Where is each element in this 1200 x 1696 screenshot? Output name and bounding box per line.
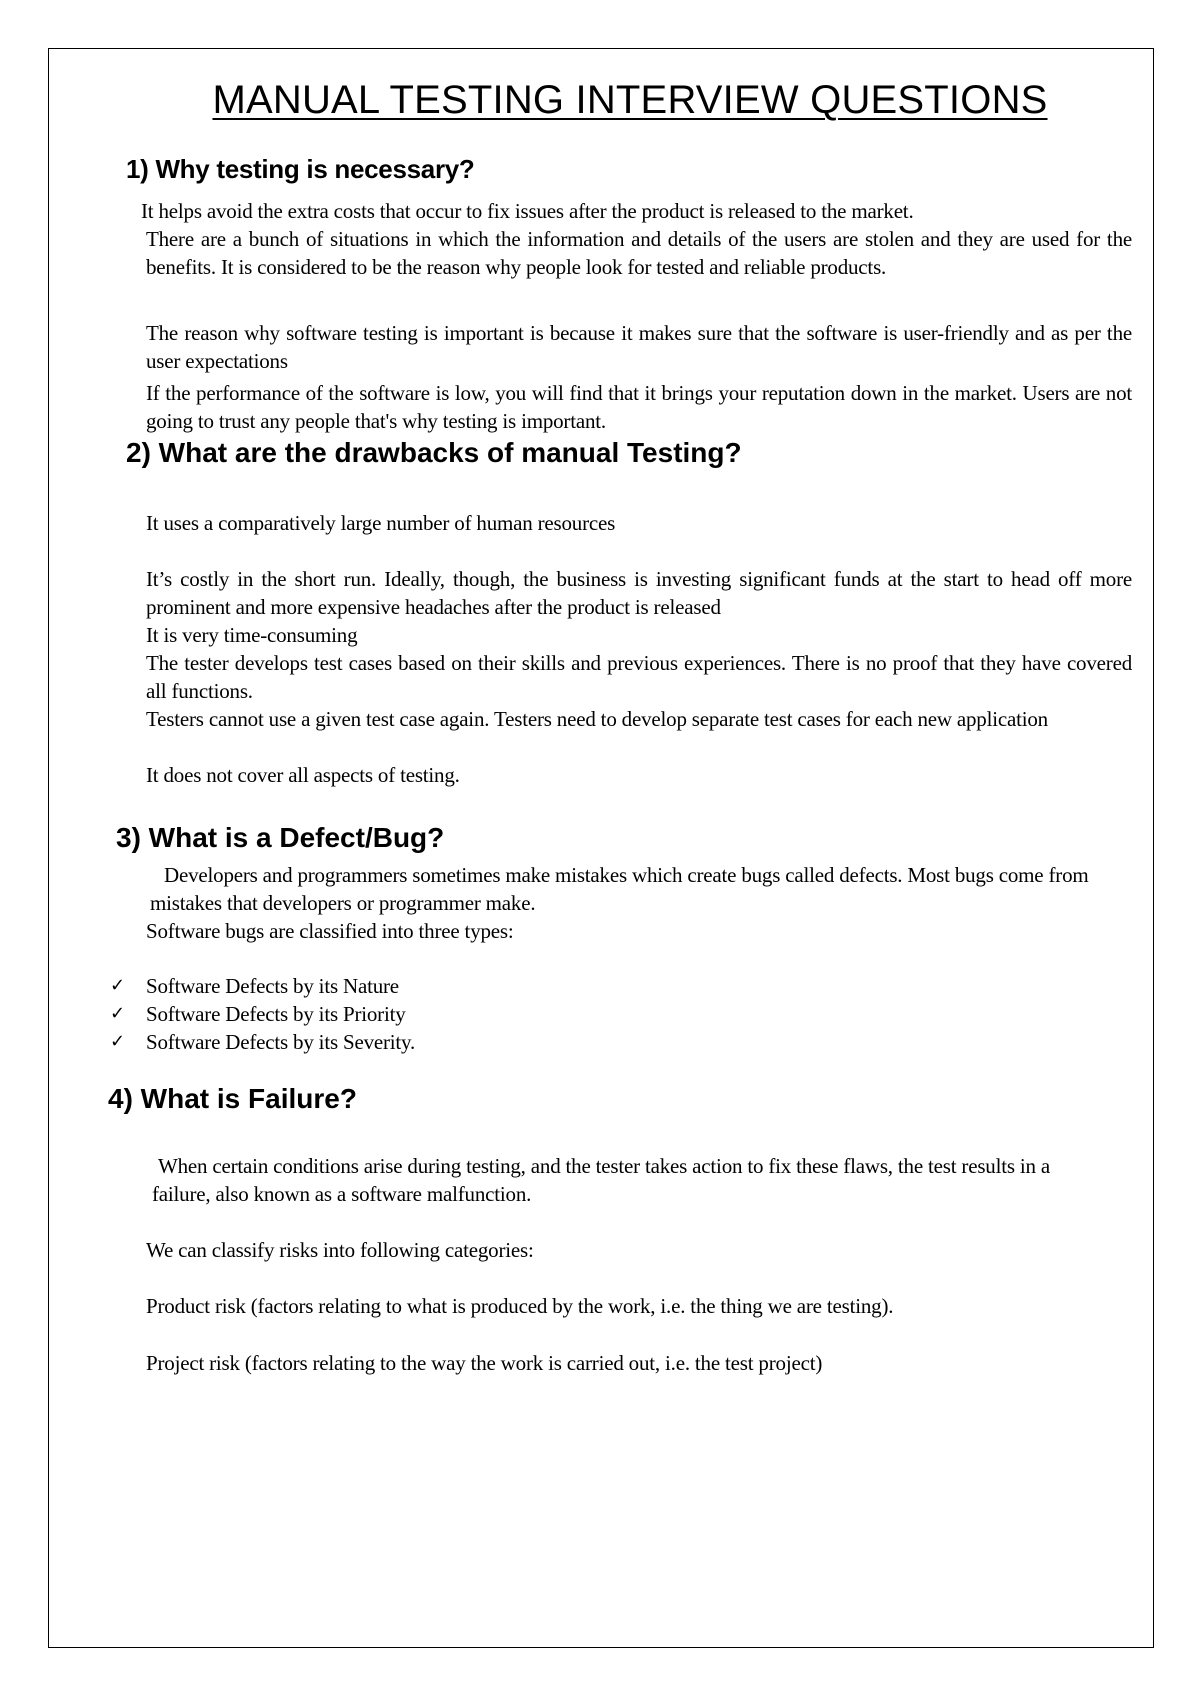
q2-paragraph-2: It’s costly in the short run. Ideally, though, the business is investing significant funds at the start to head off more prominent and more expensive headaches after the product is released [146,567,1132,619]
q4-paragraph-3: Product risk (factors relating to what is produced by the work, i.e. the thing we are testing). [146,1294,894,1318]
question-3-heading: 3) What is a Defect/Bug? [116,822,445,853]
question-4-heading: 4) What is Failure? [108,1083,357,1114]
q1-paragraph-2: There are a bunch of situations in which the information and details of the users are stolen and they are used for the benefits. It is considered to be the reason why people look for tested and reliable products. [146,227,1132,279]
q2-paragraph-1: It uses a comparatively large number of human resources [146,511,616,535]
checkmark-icon: ✓ [110,1031,126,1052]
q2-paragraph-3: It is very time-consuming [146,623,358,647]
q3-paragraph-1: Developers and programmers sometimes make mistakes which create bugs called defects. Most bugs come from mistakes that developers or programmer make. [150,863,1089,915]
q4-paragraph-2: We can classify risks into following categories: [146,1238,534,1262]
q2-paragraph-5: Testers cannot use a given test case again. Testers need to develop separate test cases for each new application [146,707,1048,731]
list-item: Software Defects by its Nature [146,974,399,998]
checkmark-icon: ✓ [110,1003,126,1024]
q4-paragraph-1: When certain conditions arise during testing, and the tester takes action to fix these flaws, the test results in a failure, also known as a software malfunction. [152,1154,1050,1206]
list-item: Software Defects by its Priority [146,1002,406,1026]
q1-paragraph-1: It helps avoid the extra costs that occur to fix issues after the product is released to the market. [141,199,914,223]
list-item: Software Defects by its Severity. [146,1030,416,1054]
q2-paragraph-6: It does not cover all aspects of testing. [146,763,460,787]
q3-paragraph-2: Software bugs are classified into three types: [146,919,514,943]
q1-paragraph-3: The reason why software testing is important is because it makes sure that the software is user-friendly and as per the user expectations [146,321,1132,373]
q2-paragraph-4: The tester develops test cases based on their skills and previous experiences. There is no proof that they have covered all functions. [146,651,1132,703]
q4-paragraph-4: Project risk (factors relating to the way the work is carried out, i.e. the test project) [146,1351,823,1375]
checkmark-icon: ✓ [110,975,126,996]
q1-paragraph-4: If the performance of the software is low, you will find that it brings your reputation down in the market. Users are not going to trust any people that's why testing is important. [146,381,1132,433]
page-title: MANUAL TESTING INTERVIEW QUESTIONS [212,78,1048,122]
question-1-heading: 1) Why testing is necessary? [126,154,475,184]
question-2-heading: 2) What are the drawbacks of manual Testing? [126,437,742,468]
